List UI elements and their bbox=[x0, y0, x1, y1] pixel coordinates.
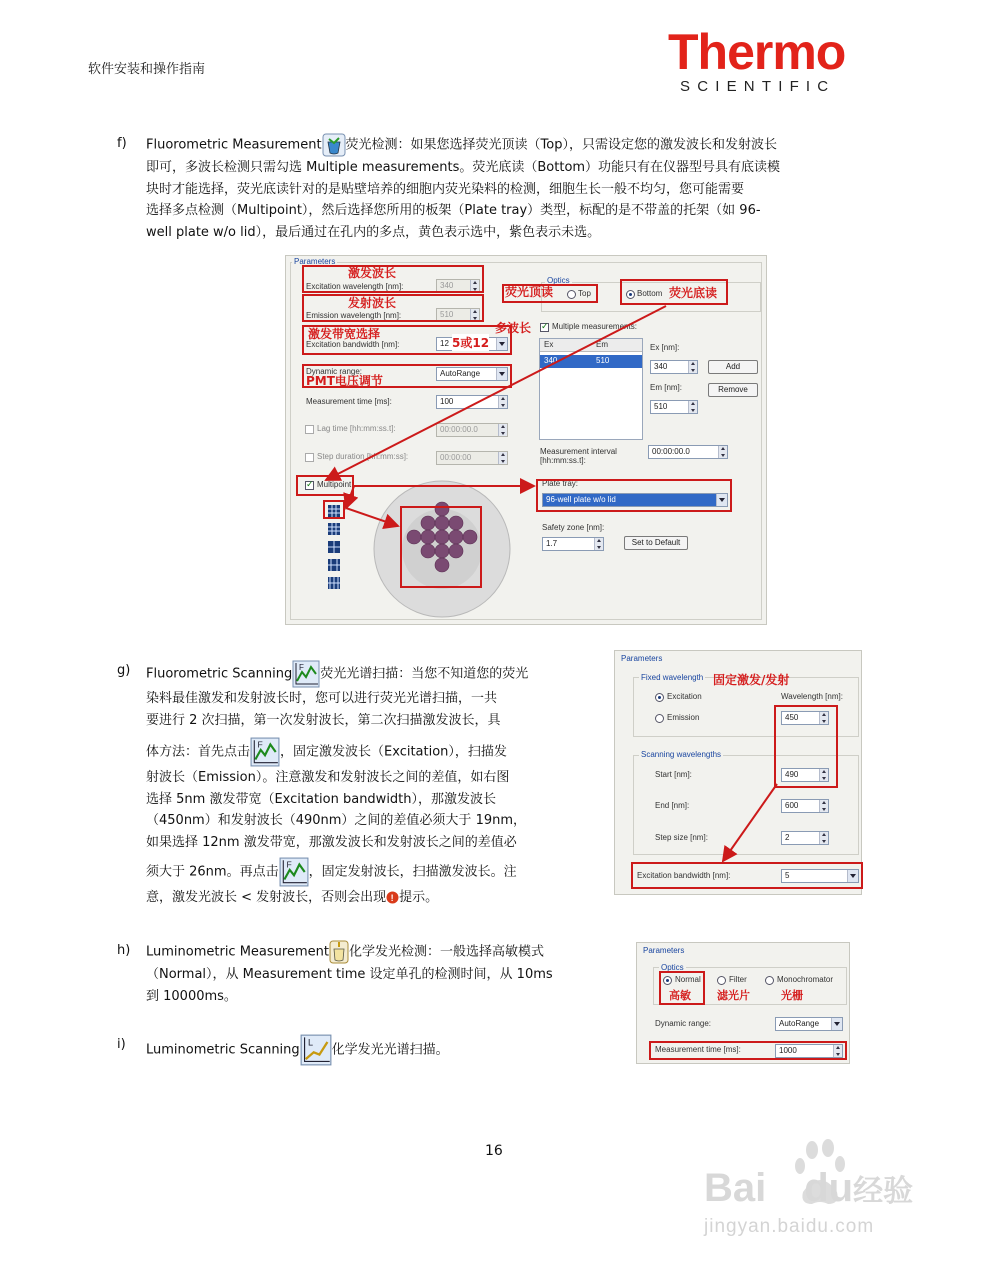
annotation-multi: 多波长 bbox=[495, 321, 532, 335]
section-line: ，固定激发波长（Excitation），扫描发 bbox=[280, 744, 507, 760]
annotation-top: 荧光顶读 bbox=[505, 285, 554, 299]
section-title: Fluorometric Scanning bbox=[146, 666, 293, 682]
section-line: 选择 5nm 激发带宽（Excitation bandwidth），那激发波长 bbox=[146, 791, 497, 807]
top-label: Top bbox=[578, 289, 591, 298]
section-letter: f) bbox=[117, 136, 127, 151]
remove-button[interactable]: Remove bbox=[708, 383, 758, 397]
section-line: 到 10000ms。 bbox=[146, 988, 237, 1004]
warning-icon bbox=[386, 891, 399, 904]
page-number: 16 bbox=[485, 1143, 503, 1159]
section-line: well plate w/o lid），最后通过在孔内的多点，黄色表示选中，紫色表示未选。 bbox=[146, 224, 601, 240]
section-title: Luminometric Scanning bbox=[146, 1042, 300, 1058]
section-line: 块时才能选择，荧光底读针对的是贴壁培养的细胞内荧光染料的检测，细胞生长一般不均匀，您可能需要 bbox=[146, 181, 745, 197]
emission-wavelength-label: Emission wavelength [nm]: bbox=[306, 311, 402, 320]
section-line: 须大于 26nm。再点击 bbox=[146, 864, 279, 880]
watermark-bai: Bai bbox=[704, 1166, 767, 1210]
excitation-label: Excitation bbox=[667, 692, 702, 701]
end-value: 600 bbox=[785, 801, 799, 810]
section-h bbox=[117, 940, 617, 1010]
step-duration-value: 00:00:00 bbox=[440, 453, 472, 462]
filter-label: Filter bbox=[729, 975, 747, 984]
section-line: 荧光检测：如果您选择荧光顶读（Top），只需设定您的激发波长和发射波长 bbox=[345, 137, 777, 153]
luminometric-scanning-icon bbox=[300, 1034, 332, 1066]
plate-tray-value: 96-well plate w/o lid bbox=[546, 495, 616, 504]
watermark-du: du bbox=[804, 1166, 854, 1210]
safety-zone-value: 1.7 bbox=[546, 539, 558, 548]
em-value: 510 bbox=[654, 402, 668, 411]
section-line: （Normal），从 Measurement time 设定单孔的检测时间，从 10ms bbox=[146, 967, 553, 982]
measurement-interval-label: Measurement interval bbox=[540, 447, 617, 456]
annotation-pmt: PMT电压调节 bbox=[306, 374, 383, 388]
measurement-time-label: Measurement time [ms]: bbox=[306, 397, 392, 406]
dynamic-range-value: AutoRange bbox=[440, 369, 481, 378]
add-button[interactable]: Add bbox=[708, 360, 758, 374]
section-g bbox=[117, 660, 607, 910]
annotation-arrows bbox=[615, 651, 863, 896]
set-to-default-button[interactable]: Set to Default bbox=[624, 536, 688, 550]
excitation-bandwidth-label: Excitation bandwidth [nm]: bbox=[637, 871, 731, 880]
section-title: Fluorometric Measurement bbox=[146, 137, 322, 153]
section-line: 化学发光检测：一般选择高敏模式 bbox=[348, 944, 544, 960]
section-i bbox=[117, 1030, 537, 1070]
annotation-emission: 发射波长 bbox=[348, 296, 397, 310]
section-line: ，固定发射波长，扫描激发波长。注 bbox=[308, 864, 517, 880]
scanning-wavelengths-title: Scanning wavelengths bbox=[641, 750, 722, 759]
watermark-jingyan: 经验 bbox=[853, 1175, 914, 1208]
section-line: 意，激发光波长 < 发射波长，否则会出现 bbox=[146, 890, 387, 905]
measurement-time-value: 100 bbox=[440, 397, 454, 406]
svg-text:!: ! bbox=[390, 893, 394, 903]
section-line: 射波长（Emission）。注意激发和发射波长之间的差值，如右图 bbox=[146, 770, 510, 785]
col-ex: Ex bbox=[544, 340, 554, 349]
emission-wavelength-value: 510 bbox=[440, 310, 454, 319]
section-line: 荧光光谱扫描：当您不知道您的荧光 bbox=[320, 666, 529, 682]
section-f bbox=[117, 133, 917, 243]
dynamic-range-select[interactable] bbox=[775, 1017, 843, 1031]
step-size-value: 2 bbox=[785, 833, 790, 842]
normal-label: Normal bbox=[675, 975, 701, 984]
dynamic-range-label: Dynamic range: bbox=[306, 367, 363, 376]
end-label: End [nm]: bbox=[655, 801, 690, 810]
filter-radio[interactable] bbox=[717, 976, 726, 985]
annotation-filter: 滤光片 bbox=[717, 989, 750, 1002]
logo-brand: Thermo bbox=[668, 24, 846, 80]
section-line: 提示。 bbox=[399, 890, 439, 905]
excitation-bandwidth-value: 5 bbox=[785, 871, 790, 880]
watermark-url: jingyan.baidu.com bbox=[704, 1216, 875, 1237]
excitation-wavelength-label: Excitation wavelength [nm]: bbox=[306, 282, 404, 291]
excitation-bandwidth-label: Excitation bandwidth [nm]: bbox=[306, 340, 400, 349]
multiple-measurements-label: Multiple measurements: bbox=[552, 322, 637, 331]
header-title: 软件安装和操作指南 bbox=[88, 62, 206, 77]
baidu-jingyan-watermark bbox=[700, 1130, 940, 1240]
annotation-bandwidth: 激发带宽选择 bbox=[308, 327, 381, 341]
section-letter: i) bbox=[117, 1037, 126, 1052]
excitation-bandwidth-value: 12 bbox=[440, 339, 449, 348]
monochromator-radio[interactable] bbox=[765, 976, 774, 985]
safety-zone-label: Safety zone [nm]: bbox=[542, 523, 605, 532]
fluorometric-parameters-panel bbox=[285, 255, 767, 625]
annotation-bottom: 荧光底读 bbox=[669, 286, 718, 300]
section-line: 化学发光光谱扫描。 bbox=[331, 1042, 449, 1058]
section-line: 即可，多波长检测只需勾选 Multiple measurements。荧光底读（Bottom）功能只有在仪器型号具有底读模 bbox=[146, 160, 781, 175]
excitation-wavelength-value: 340 bbox=[440, 281, 454, 290]
thermo-scientific-logo bbox=[668, 24, 883, 98]
fluorometric-scanning-icon bbox=[279, 857, 309, 887]
dynamic-range-label: Dynamic range: bbox=[655, 1019, 712, 1028]
annotation-arrows bbox=[286, 256, 768, 626]
section-title: Luminometric Measurement bbox=[146, 944, 329, 960]
row-ex: 340 bbox=[544, 356, 558, 365]
section-line: 要进行 2 次扫描，第一次发射波长，第二次扫描激发波长，具 bbox=[146, 712, 501, 728]
section-line: （450nm）和发射波长（490nm）之间的差值必须大于 19nm， bbox=[146, 813, 527, 828]
measurement-time-highlight bbox=[649, 1041, 847, 1060]
parameters-group-title: Parameters bbox=[294, 257, 336, 266]
measurement-time-label: Measurement time [ms]: bbox=[655, 1045, 741, 1054]
row-em: 510 bbox=[596, 356, 610, 365]
annotation-normal: 高敏 bbox=[669, 989, 691, 1002]
svg-text:F: F bbox=[299, 663, 305, 672]
section-line: 如果选择 12nm 激发带宽，那激发波长和发射波长之间的差值必 bbox=[146, 834, 517, 850]
step-size-label: Step size [nm]: bbox=[655, 833, 708, 842]
svg-text:L: L bbox=[307, 1037, 313, 1048]
section-line: 体方法：首先点击 bbox=[146, 744, 251, 760]
ex-value: 340 bbox=[654, 362, 668, 371]
parameters-group-title: Parameters bbox=[621, 654, 663, 663]
step-duration-label: Step duration [hh:mm:ss]: bbox=[317, 452, 409, 461]
fixed-wavelength-title: Fixed wavelength bbox=[641, 673, 704, 682]
section-letter: g) bbox=[117, 663, 131, 678]
multipoint-label: Multipoint bbox=[317, 480, 352, 489]
fluorometric-scanning-panel bbox=[614, 650, 862, 895]
luminometric-measurement-icon bbox=[329, 940, 349, 964]
annotation-excitation: 激发波长 bbox=[348, 266, 397, 280]
start-value: 490 bbox=[785, 770, 799, 779]
emission-label: Emission bbox=[667, 713, 700, 722]
fluorometric-scanning-icon bbox=[250, 737, 280, 767]
lag-time-value: 00:00:00.0 bbox=[440, 425, 478, 434]
annotation-bandwidth-value: 5或12 bbox=[452, 336, 490, 350]
plate-tray-label: Plate tray: bbox=[542, 479, 579, 488]
optics-group-title: Optics bbox=[661, 963, 684, 972]
section-line: 染料最佳激发和发射波长时，您可以进行荧光光谱扫描，一共 bbox=[146, 691, 498, 706]
parameters-group-title: Parameters bbox=[643, 946, 685, 955]
annotation-fixed: 固定激发/发射 bbox=[713, 673, 790, 687]
section-letter: h) bbox=[117, 943, 131, 958]
col-em: Em bbox=[596, 340, 608, 349]
luminometric-parameters-panel bbox=[636, 942, 850, 1064]
em-label: Em [nm]: bbox=[650, 383, 683, 392]
logo-sub: SCIENTIFIC bbox=[680, 78, 836, 95]
bottom-label: Bottom bbox=[637, 289, 663, 298]
svg-text:F: F bbox=[286, 859, 292, 870]
wavelength-label: Wavelength [nm]: bbox=[781, 692, 843, 701]
fluorometric-measurement-icon bbox=[322, 133, 346, 157]
ex-label: Ex [nm]: bbox=[650, 343, 680, 352]
fluorometric-scanning-icon bbox=[292, 660, 320, 688]
optics-group-title: Optics bbox=[547, 276, 570, 285]
measurement-interval-unit: [hh:mm:ss.t]: bbox=[540, 456, 586, 465]
dynamic-range-value: AutoRange bbox=[779, 1019, 820, 1028]
annotation-mono: 光栅 bbox=[781, 989, 803, 1002]
wavelength-value: 450 bbox=[785, 713, 799, 722]
section-line: 选择多点检测（Multipoint），然后选择您所用的板架（Plate tray）类型，标配的是不带盖的托架（如 96- bbox=[146, 203, 761, 218]
measurement-interval-value: 00:00:00.0 bbox=[652, 447, 690, 456]
start-label: Start [nm]: bbox=[655, 770, 692, 779]
monochromator-label: Monochromator bbox=[777, 975, 834, 984]
measurement-time-value: 1000 bbox=[779, 1046, 797, 1055]
lag-time-label: Lag time [hh:mm:ss.t]: bbox=[317, 424, 396, 433]
svg-text:F: F bbox=[257, 739, 263, 750]
